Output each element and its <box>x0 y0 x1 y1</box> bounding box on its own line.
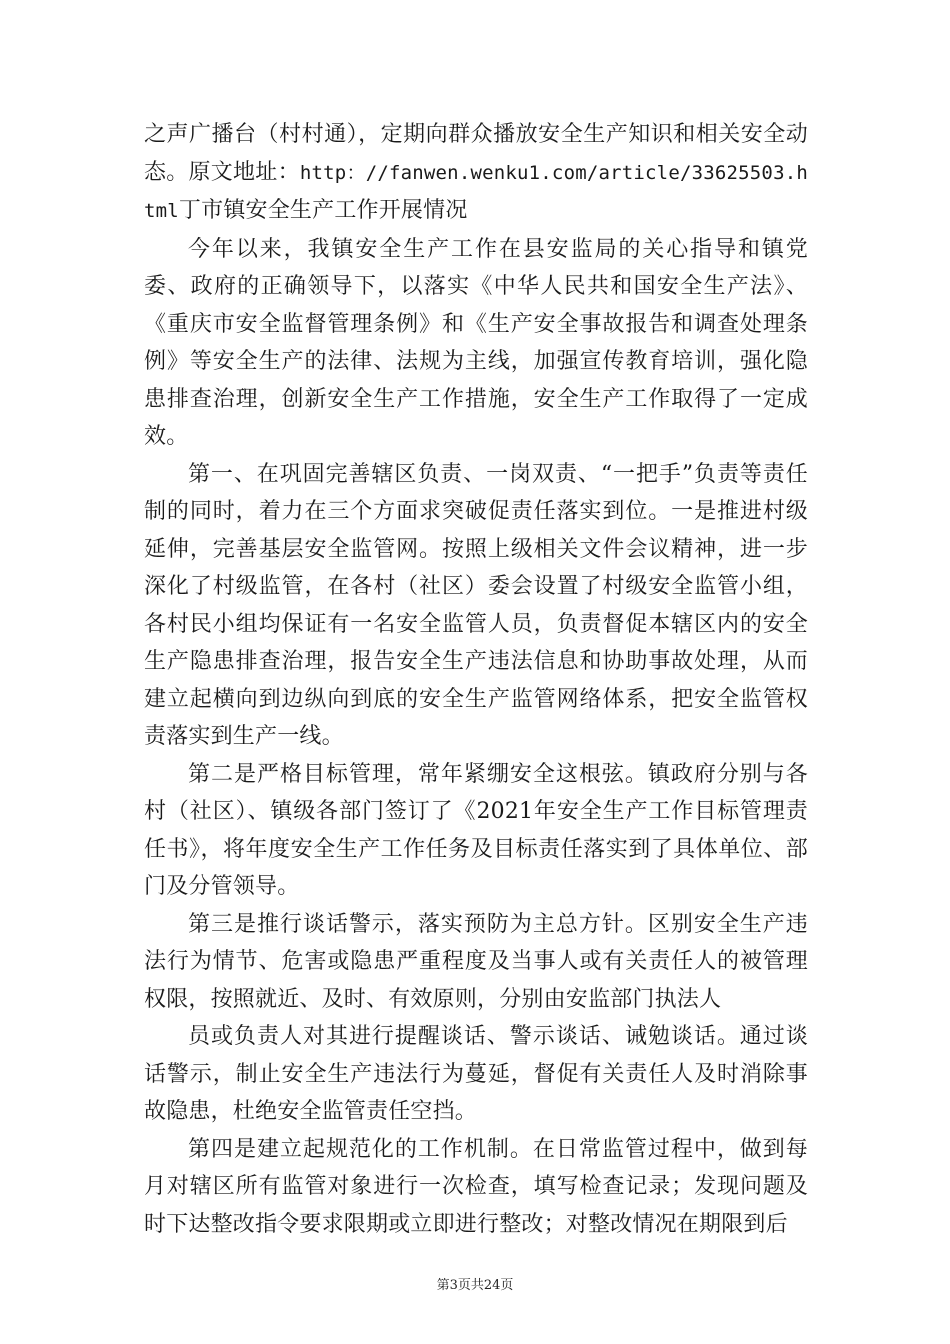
paragraph-6: 员或负责人对其进行提醒谈话、警示谈话、诫勉谈话。通过谈话警示，制止安全生产违法行为蔓延，督促有关责任人及时消除事故隐患，杜绝安全监管责任空挡。 <box>144 1024 808 1124</box>
page-number-footer: 第3页共24页 <box>436 1278 514 1293</box>
paragraph-5: 第三是推行谈话警示，落实预防为主总方针。区别安全生产违法行为情节、危害或隐患严重程度及当事人或有关责任人的被管理权限，按照就近、及时、有效原则，分别由安监部门执法人 <box>144 911 808 1012</box>
paragraph-1 <box>144 116 808 231</box>
paragraph-1-text: 之声广播台（村村通），定期向群众播放安全生产知识和相关安全动态。原文地址： <box>144 122 808 185</box>
section-title: 丁市镇安全生产工作开展情况 <box>178 198 468 223</box>
paragraph-3: 第一、在巩固完善辖区负责、一岗双责、“一把手”负责等责任制的同时，着力在三个方面求突破促责任落实到位。一是推进村级延伸，完善基层安全监管网。按照上级相关文件会议精神，进一步深化了村级监管，在各村（社区）委会设置了村级安全监管小组，各村民小组均保证有一名安全监管人员，负责督促本辖区内的安全生产隐患排查治理，报告安全生产违法信息和协助事故处理，从而建立起横向到边纵向到底的安全生产监管网络体系，把安全监管权责落实到生产一线。 <box>144 461 808 749</box>
paragraph-7: 第四是建立起规范化的工作机制。在日常监管过程中，做到每月对辖区所有监管对象进行一次检查，填写检查记录；发现问题及时下达整改指令要求限期或立即进行整改；对整改情况在期限到后 <box>144 1136 808 1237</box>
source-url: http：//fanwen.wenku1.com/article/33625503.html <box>144 161 808 222</box>
paragraph-4: 第二是严格目标管理，常年紧绷安全这根弦。镇政府分别与各村（社区）、镇级各部门签订了《2021年安全生产工作目标管理责任书》，将年度安全生产工作任务及目标责任落实到了具体单位、部门及分管领导。 <box>144 761 808 899</box>
paragraph-2: 今年以来，我镇安全生产工作在县安监局的关心指导和镇党委、政府的正确领导下，以落实《中华人民共和国安全生产法》、《重庆市安全监督管理条例》和《生产安全事故报告和调查处理条例》等安全生产的法律、法规为主线，加强宣传教育培训，强化隐患排查治理，创新安全生产工作措施，安全生产工作取得了一定成效。 <box>144 236 808 449</box>
document-body <box>144 116 808 1243</box>
